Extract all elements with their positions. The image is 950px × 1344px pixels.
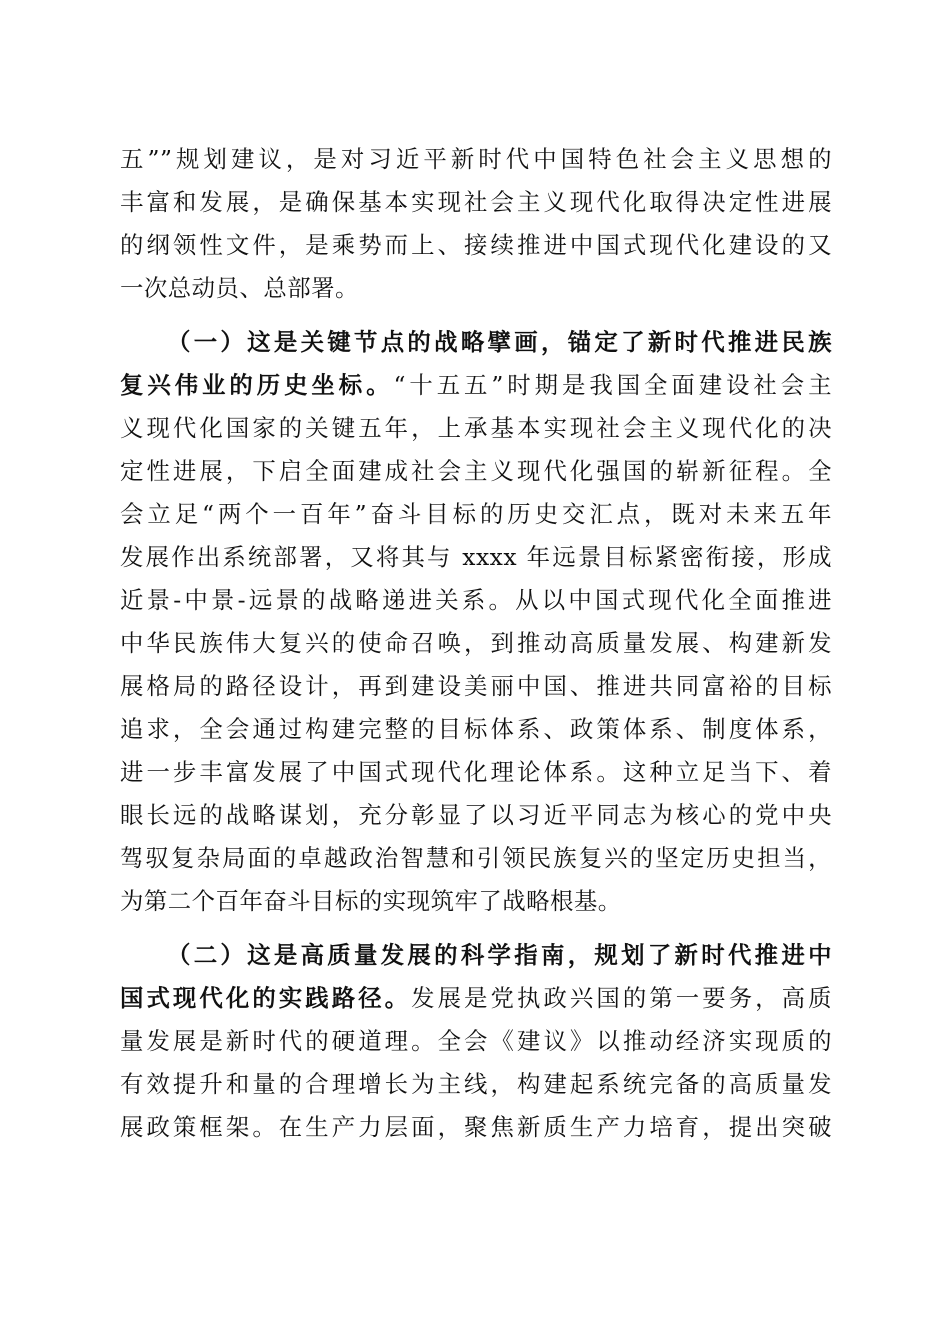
text-line: 眼长远的战略谋划，充分彰显了以习近平同志为核心的党中央	[120, 801, 832, 829]
text-segment: “十五五”时期是我国全面建设社会主	[393, 371, 832, 399]
section-1-heading-end: 复兴伟业的历史坐标。	[120, 371, 394, 399]
text-line: 为第二个百年奋斗目标的实现筑牢了战略根基。	[120, 887, 622, 915]
text-line: 丰富和发展，是确保基本实现社会主义现代化取得决定性进展	[120, 188, 832, 216]
text-line: 发展作出系统部署，又将其与 xxxx 年远景目标紧密衔接，形成	[120, 543, 832, 571]
text-line: 展格局的路径设计，再到建设美丽中国、推进共同富裕的目标	[120, 672, 832, 700]
text-line: 近景-中景-远景的战略递进关系。从以中国式现代化全面推进	[120, 586, 832, 614]
text-line: 定性进展，下启全面建成社会主义现代化强国的崭新征程。全	[120, 457, 832, 485]
text-line: 义现代化国家的关键五年，上承基本实现社会主义现代化的决	[120, 414, 832, 442]
text-line	[120, 978, 832, 1018]
text-line: 展政策框架。在生产力层面，聚焦新质生产力培育，提出突破	[120, 1113, 832, 1141]
text-line: 中华民族伟大复兴的使命召唤，到推动高质量发展、构建新发	[120, 629, 832, 657]
text-line: 一次总动员、总部署。	[120, 274, 359, 302]
section-2-heading-end: 国式现代化的实践路径。	[120, 984, 412, 1012]
text-line: 五””规划建议，是对习近平新时代中国特色社会主义思想的	[120, 145, 832, 173]
text-line: 进一步丰富发展了中国式现代化理论体系。这种立足当下、着	[120, 758, 832, 786]
text-line: 追求，全会通过构建完整的目标体系、政策体系、制度体系，	[120, 715, 832, 743]
text-line: 有效提升和量的合理增长为主线，构建起系统完备的高质量发	[120, 1070, 832, 1098]
text-line: 的纲领性文件，是乘势而上、接续推进中国式现代化建设的又	[120, 231, 832, 259]
text-line: 会立足“两个一百年”奋斗目标的历史交汇点，既对未来五年	[120, 500, 832, 528]
section-1-heading: （一）这是关键节点的战略擘画，锚定了新时代推进民族	[167, 328, 832, 356]
text-line: 驾驭复杂局面的卓越政治智慧和引领民族复兴的坚定历史担当，	[120, 844, 832, 872]
text-segment: 发展是党执政兴国的第一要务，高质	[411, 984, 833, 1012]
text-line	[120, 365, 832, 405]
section-2-heading: （二）这是高质量发展的科学指南，规划了新时代推进中	[167, 941, 832, 969]
text-line: 量发展是新时代的硬道理。全会《建议》以推动经济实现质的	[120, 1027, 832, 1055]
